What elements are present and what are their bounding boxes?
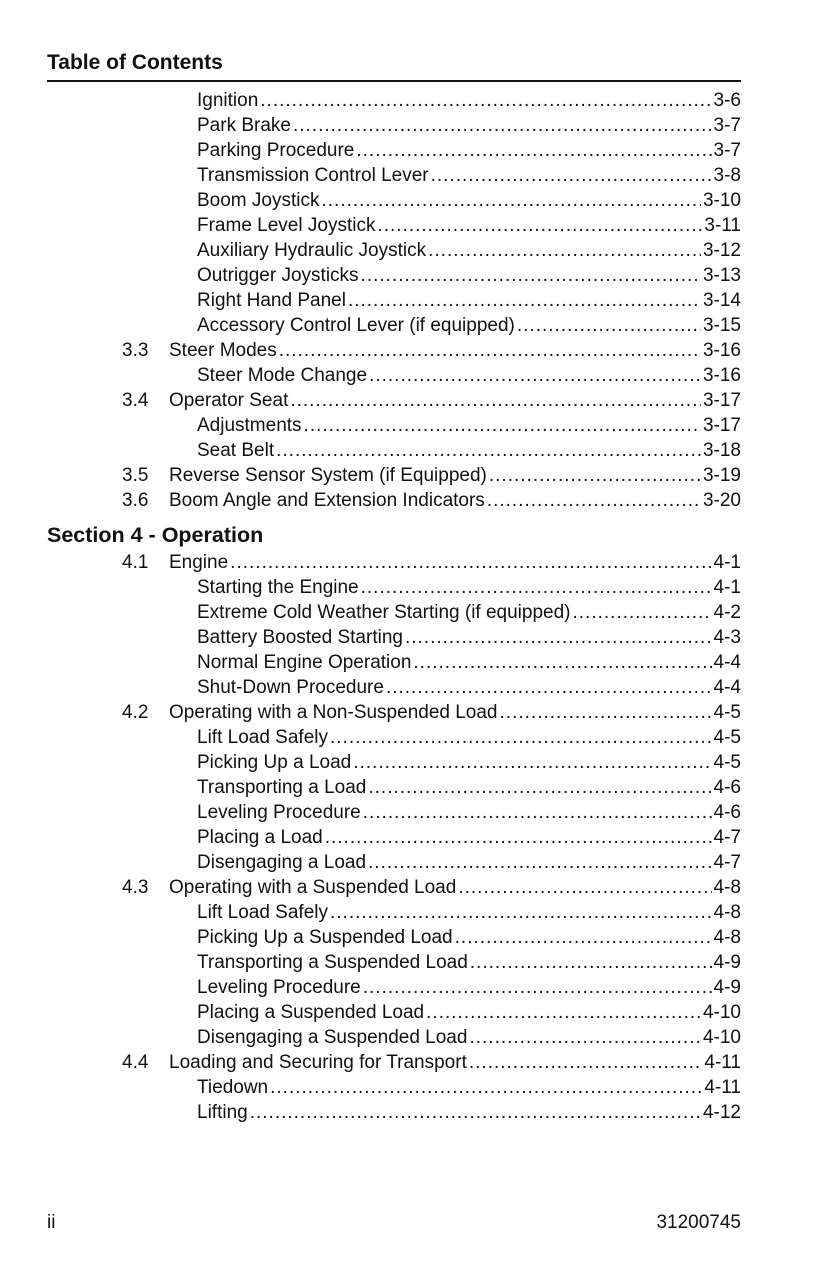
toc-subsection-entry[interactable] [47,88,741,113]
entry-title: Placing a Suspended Load [197,1002,425,1023]
toc-subsection-entry[interactable] [47,138,741,163]
entry-line [197,825,741,850]
dot-leader [363,800,712,825]
entry-number: 3.3 [122,340,149,361]
dot-leader [356,138,711,163]
entry-line [197,925,741,950]
dot-leader [500,700,712,725]
entry-line [197,675,741,700]
entry-line [197,850,741,875]
entry-page-number: 3-14 [702,290,741,311]
entry-page-number: 4-9 [713,952,741,973]
entry-title: Accessory Control Lever (if equipped) [197,315,515,336]
entry-page-number: 3-15 [702,315,741,336]
entry-line [197,600,741,625]
toc-subsection-entry[interactable] [47,975,741,1000]
dot-leader [250,1100,701,1125]
entry-title: Seat Belt [197,440,275,461]
entry-line [197,800,741,825]
entry-page-number: 3-12 [702,240,741,261]
entry-page-number: 4-2 [713,602,741,623]
dot-leader [377,213,702,238]
entry-page-number: 4-6 [713,802,741,823]
dot-leader [353,750,711,775]
entry-line [197,650,741,675]
toc-subsection-entry[interactable] [47,900,741,925]
dot-leader [458,875,711,900]
entry-page-number: 3-20 [702,490,741,511]
entry-line [197,438,741,463]
entry-line [197,163,741,188]
entry-title: Frame Level Joystick [197,215,376,236]
dot-leader [470,950,712,975]
toc-subsection-entry[interactable] [47,438,741,463]
entry-title: Engine [169,552,229,573]
entry-page-number: 3-6 [713,90,741,111]
toc-subsection-entry[interactable] [47,750,741,775]
entry-page-number: 4-8 [713,902,741,923]
footer-page-label: ii [47,1212,56,1233]
toc-subsection-entry[interactable] [47,413,741,438]
entry-line [197,313,741,338]
section-heading: Section 4 - Operation [47,523,264,547]
entry-line [197,88,741,113]
dot-leader [386,675,712,700]
entry-page-number: 4-4 [713,652,741,673]
entry-title: Parking Procedure [197,140,355,161]
entry-title: Boom Angle and Extension Indicators [169,490,485,511]
entry-page-number: 4-11 [704,1052,741,1073]
dot-leader [325,825,712,850]
dot-leader [276,438,701,463]
entry-title: Operating with a Suspended Load [169,877,457,898]
toc-section-entry[interactable] [47,1050,741,1075]
entry-line [197,1100,741,1125]
entry-page-number: 3-16 [702,365,741,386]
entry-line [197,775,741,800]
dot-leader [469,1025,701,1050]
entry-line [197,288,741,313]
entry-page-number: 4-12 [702,1102,741,1123]
entry-page-number: 4-8 [713,877,741,898]
entry-title: Normal Engine Operation [197,652,412,673]
entry-title: Transmission Control Lever [197,165,429,186]
entry-page-number: 3-18 [702,440,741,461]
toc-subsection-entry[interactable] [47,1100,741,1125]
dot-leader [469,1050,703,1075]
dot-leader [455,925,712,950]
dot-leader [330,725,712,750]
entry-line [169,1050,741,1075]
entry-title: Outrigger Joysticks [197,265,359,286]
entry-line [197,363,741,388]
entry-title: Loading and Securing for Transport [169,1052,467,1073]
entry-page-number: 3-16 [702,340,741,361]
toc-subsection-entry[interactable] [47,925,741,950]
entry-line [197,1000,741,1025]
entry-title: Lifting [197,1102,248,1123]
entry-page-number: 4-5 [713,702,741,723]
entry-line [197,263,741,288]
entry-title: Operating with a Non-Suspended Load [169,702,498,723]
dot-leader [304,413,701,438]
toc-subsection-entry[interactable] [47,263,741,288]
toc-subsection-entry[interactable] [47,1025,741,1050]
dot-leader [405,625,712,650]
entry-line [197,1025,741,1050]
entry-line [197,1075,741,1100]
entry-page-number: 4-11 [704,1077,741,1098]
entry-number: 4.4 [122,1052,149,1073]
entry-title: Steer Modes [169,340,277,361]
toc-subsection-entry[interactable] [47,850,741,875]
entry-number: 3.4 [122,390,149,411]
entry-page-number: 4-5 [713,752,741,773]
toc-subsection-entry[interactable] [47,725,741,750]
entry-page-number: 4-10 [702,1002,741,1023]
dot-leader [487,488,701,513]
toc-subsection-entry[interactable] [47,288,741,313]
toc-subsection-entry[interactable] [47,600,741,625]
entry-page-number: 3-19 [702,465,741,486]
entry-title: Leveling Procedure [197,977,361,998]
entry-page-number: 4-5 [713,727,741,748]
toc-section-entry[interactable] [47,700,741,725]
entry-page-number: 3-11 [704,215,741,236]
toc-subsection-entry[interactable] [47,675,741,700]
entry-page-number: 4-10 [702,1027,741,1048]
dot-leader [428,238,701,263]
entry-line [197,975,741,1000]
dot-leader [573,600,712,625]
toc-subsection-entry[interactable] [47,213,741,238]
entry-title: Disengaging a Load [197,852,367,873]
entry-number: 4.3 [122,877,149,898]
entry-title: Reverse Sensor System (if Equipped) [169,465,487,486]
entry-page-number: 4-6 [713,777,741,798]
entry-line [197,575,741,600]
toc-subsection-entry[interactable] [47,950,741,975]
toc-subsection-entry[interactable] [47,113,741,138]
toc-section-entry[interactable] [47,488,741,513]
toc-subsection-entry[interactable] [47,800,741,825]
entry-title: Battery Boosted Starting [197,627,403,648]
entry-title: Picking Up a Suspended Load [197,927,453,948]
entry-title: Tiedown [197,1077,269,1098]
entry-page-number: 4-1 [713,552,741,573]
entry-line [169,338,741,363]
entry-line [197,750,741,775]
dot-leader [361,575,712,600]
entry-title: Extreme Cold Weather Starting (if equipped) [197,602,571,623]
toc-subsection-entry[interactable] [47,650,741,675]
entry-line [197,725,741,750]
toc-subsection-entry[interactable] [47,238,741,263]
dot-leader [431,163,712,188]
footer-doc-number: 31200745 [656,1212,741,1233]
entry-title: Shut-Down Procedure [197,677,384,698]
entry-page-number: 3-10 [702,190,741,211]
entry-title: Steer Mode Change [197,365,368,386]
entry-line [197,188,741,213]
entry-line [197,413,741,438]
entry-line [169,550,741,575]
entry-page-number: 3-8 [713,165,741,186]
dot-leader [270,1075,702,1100]
page-header [47,50,741,82]
entry-title: Adjustments [197,415,302,436]
entry-number: 3.5 [122,465,149,486]
entry-page-number: 3-7 [713,140,741,161]
dot-leader [293,113,712,138]
dot-leader [363,975,712,1000]
entry-title: Leveling Procedure [197,802,361,823]
entry-title: Operator Seat [169,390,289,411]
entry-page-number: 4-1 [713,577,741,598]
dot-leader [361,263,701,288]
entry-title: Right Hand Panel [197,290,346,311]
entry-title: Placing a Load [197,827,323,848]
toc-subsection-entry[interactable] [47,163,741,188]
entry-line [197,950,741,975]
entry-title: Park Brake [197,115,291,136]
entry-page-number: 4-7 [713,827,741,848]
entry-number: 3.6 [122,490,149,511]
dot-leader [321,188,700,213]
entry-title: Transporting a Suspended Load [197,952,468,973]
entry-title: Picking Up a Load [197,752,352,773]
entry-line [197,213,741,238]
dot-leader [369,363,701,388]
toc-subsection-entry[interactable] [47,313,741,338]
entry-title: Auxiliary Hydraulic Joystick [197,240,427,261]
dot-leader [260,88,711,113]
entry-title: Transporting a Load [197,777,367,798]
toc-subsection-entry[interactable] [47,825,741,850]
toc-section-entry[interactable] [47,875,741,900]
entry-title: Starting the Engine [197,577,359,598]
entry-page-number: 4-7 [713,852,741,873]
toc-subsection-entry[interactable] [47,575,741,600]
dot-leader [368,850,712,875]
entry-number: 4.2 [122,702,149,723]
entry-line [197,238,741,263]
toc-subsection-entry[interactable] [47,775,741,800]
table-of-contents [47,88,741,1125]
toc-section-entry[interactable] [47,388,741,413]
page-title: Table of Contents [47,51,223,74]
entry-line [169,488,741,513]
dot-leader [489,463,701,488]
entry-line [197,138,741,163]
entry-page-number: 4-3 [713,627,741,648]
entry-page-number: 3-13 [702,265,741,286]
entry-title: Boom Joystick [197,190,320,211]
entry-line [197,625,741,650]
entry-line [169,388,741,413]
entry-title: Ignition [197,90,259,111]
toc-subsection-entry[interactable] [47,188,741,213]
entry-page-number: 3-17 [702,415,741,436]
toc-section-entry[interactable] [47,338,741,363]
entry-page-number: 3-7 [713,115,741,136]
toc-subsection-entry[interactable] [47,625,741,650]
toc-subsection-entry[interactable] [47,1000,741,1025]
entry-line [169,700,741,725]
entry-page-number: 4-4 [713,677,741,698]
dot-leader [230,550,711,575]
dot-leader [426,1000,701,1025]
entry-line [169,875,741,900]
toc-subsection-entry[interactable] [47,363,741,388]
entry-number: 4.1 [122,552,149,573]
entry-line [197,113,741,138]
entry-page-number: 4-9 [713,977,741,998]
entry-title: Lift Load Safely [197,902,328,923]
toc-section-entry[interactable] [47,463,741,488]
toc-subsection-entry[interactable] [47,1075,741,1100]
entry-title: Disengaging a Suspended Load [197,1027,468,1048]
dot-leader [368,775,711,800]
dot-leader [517,313,701,338]
dot-leader [290,388,701,413]
dot-leader [348,288,701,313]
entry-page-number: 4-8 [713,927,741,948]
dot-leader [330,900,712,925]
entry-line [197,900,741,925]
entry-title: Lift Load Safely [197,727,328,748]
dot-leader [413,650,711,675]
entry-line [169,463,741,488]
entry-page-number: 3-17 [702,390,741,411]
toc-section-entry[interactable] [47,550,741,575]
dot-leader [279,338,701,363]
